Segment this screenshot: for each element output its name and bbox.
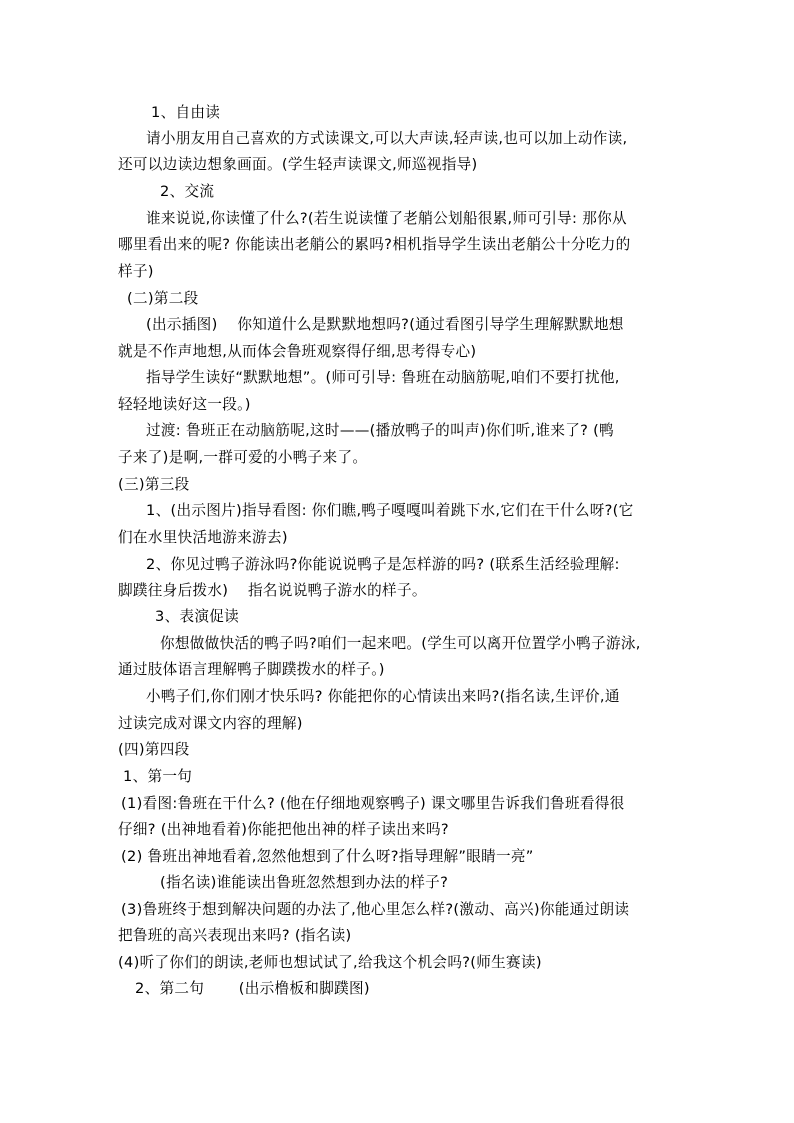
paragraph-line: 把鲁班的高兴表现出来吗? (指名读): [118, 927, 352, 944]
paragraph-line: 们在水里快活地游来游去): [118, 529, 288, 546]
paragraph-line: 脚蹼往身后拨水) 指名说说鸭子游水的样子。: [118, 582, 427, 599]
paragraph-line: 小鸭子们,你们刚才快乐吗? 你能把你的心情读出来吗?(指名读,生评价,通: [146, 688, 620, 705]
paragraph-line: 就是不作声地想,从而体会鲁班观察得仔细,思考得专心): [118, 343, 477, 360]
heading-exchange: 2、交流: [160, 183, 215, 200]
section-heading-three: (三)第三段: [118, 476, 190, 493]
paragraph-line: (2) 鲁班出神地看着,忽然他想到了什么呀?指导理解”眼睛一亮”: [121, 848, 534, 865]
paragraph-line: (3)鲁班终于想到解决问题的办法了,他心里怎么样?(激动、高兴)你能通过朗读: [121, 901, 630, 918]
paragraph-line: 轻轻地读好这一段。): [118, 396, 251, 413]
paragraph-line: 哪里看出来的呢? 你能读出老艄公的累吗?相机指导学生读出老艄公十分吃力的: [118, 236, 631, 253]
section-heading-two: (二)第二段: [127, 290, 199, 307]
paragraph-line: 指导学生读好“默默地想”。(师可引导: 鲁班在动脑筋呢,咱们不要打扰他,: [146, 369, 620, 386]
paragraph-line: 请小朋友用自己喜欢的方式读课文,可以大声读,轻声读,也可以加上动作读,: [146, 130, 628, 147]
paragraph-line: 通过肢体语言理解鸭子脚蹼拨水的样子。): [118, 661, 385, 678]
paragraph-line: 仔细? (出神地看着)你能把他出神的样子读出来吗?: [118, 821, 449, 838]
paragraph-line: 样子): [118, 263, 154, 280]
paragraph-line: 你想做做快活的鸭子吗?咱们一起来吧。(学生可以离开位置学小鸭子游泳,: [160, 635, 641, 652]
paragraph-line: 2、你见过鸭子游泳吗?你能说说鸭子是怎样游的吗? (联系生活经验理解:: [146, 556, 620, 573]
heading-first-sentence: 1、第一句: [123, 768, 193, 785]
paragraph-line: (出示插图) 你知道什么是默默地想吗?(通过看图引导学生理解默默地想: [146, 316, 624, 333]
paragraph-line: 还可以边读边想象画面。(学生轻声读课文,师巡视指导): [118, 156, 478, 173]
heading-performance-reading: 3、表演促读: [155, 608, 240, 625]
paragraph-line: 1、(出示图片)指导看图: 你们瞧,鸭子嘎嘎叫着跳下水,它们在干什么呀?(它: [146, 502, 634, 519]
paragraph-line: 过读完成对课文内容的理解): [118, 715, 303, 732]
paragraph-line: (指名读)谁能读出鲁班忽然想到办法的样子?: [160, 874, 449, 891]
paragraph-line: (4)听了你们的朗读,老师也想试试了,给我这个机会吗?(师生赛读): [118, 954, 542, 971]
paragraph-line: (1)看图:鲁班在干什么? (他在仔细地观察鸭子) 课文哪里告诉我们鲁班看得很: [121, 795, 625, 812]
heading-second-sentence: 2、第二句 (出示橹板和脚蹼图): [135, 980, 370, 997]
section-heading-four: (四)第四段: [118, 741, 190, 758]
paragraph-line: 谁来说说,你读懂了什么?(若生说读懂了老艄公划船很累,师可引导: 那你从: [146, 210, 627, 227]
paragraph-line: 子来了)是啊,一群可爱的小鸭子来了。: [118, 449, 368, 466]
heading-free-reading: 1、自由读: [151, 104, 221, 121]
paragraph-line: 过渡: 鲁班正在动脑筋呢,这时——(播放鸭子的叫声)你们听,谁来了? (鸭: [146, 422, 615, 439]
